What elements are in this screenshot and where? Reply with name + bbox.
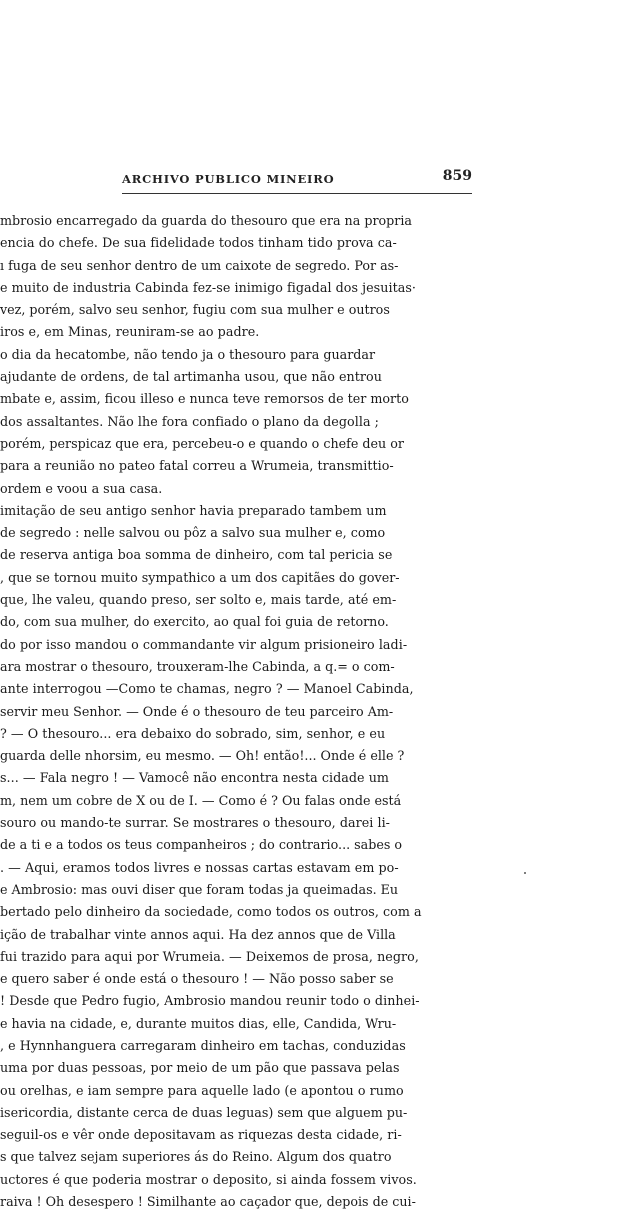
text-line: o dia da hecatombe, não tendo ja o thesouro para guardar xyxy=(0,346,376,362)
text-line: s que talvez sejam superiores ás do Reino. Algum dos quatro xyxy=(0,1149,392,1165)
text-line: uma por duas pessoas, por meio de um pão que passava pelas xyxy=(0,1060,400,1076)
text-line: m, nem um cobre de X ou de I. — Como é ? Ou falas onde está xyxy=(0,792,402,808)
text-line: fui trazido para aqui por Wrumeia. — Deixemos de prosa, negro, xyxy=(0,948,419,964)
text-line: e havia na cidade, e, durante muitos dias, elle, Candida, Wru- xyxy=(0,1015,397,1031)
text-line: de segredo : nelle salvou ou pôz a salvo sua mulher e, como xyxy=(0,525,386,541)
text-line: do por isso mandou o commandante vir algum prisioneiro ladi- xyxy=(0,636,408,652)
text-line: s... — Fala negro ! — Vamocê não encontra nesta cidade um xyxy=(0,770,390,786)
text-line: de a ti e a todos os teus companheiros ; do contrario... sabes o xyxy=(0,837,403,853)
text-line: ? — O thesouro... era debaixo do sobrado, sim, senhor, e eu xyxy=(0,725,386,741)
text-line: ição de trabalhar vinte annos aqui. Ha dez annos que de Villa xyxy=(0,926,396,942)
text-line: para a reunião no pateo fatal correu a Wrumeia, transmittio- xyxy=(0,458,394,474)
text-line: e muito de industria Cabinda fez-se inimigo figadal dos jesuitas· xyxy=(0,279,416,295)
text-line: vez, porém, salvo seu senhor, fugiu com sua mulher e outros xyxy=(0,302,390,318)
text-line: ı fuga de seu senhor dentro de um caixote de segredo. Por as- xyxy=(0,257,399,273)
text-line: ante interrogou —Como te chamas, negro ? — Manoel Cabinda, xyxy=(0,681,414,697)
text-line: e quero saber é onde está o thesouro ! — Não posso saber se xyxy=(0,971,394,987)
text-line: mbate e, assim, ficou illeso e nunca teve remorsos de ter morto xyxy=(0,391,409,407)
text-line: isericordia, distante cerca de duas leguas) sem que alguem pu- xyxy=(0,1104,408,1120)
text-line: que, lhe valeu, quando preso, ser solto e, mais tarde, até em- xyxy=(0,592,397,608)
text-line: . — Aqui, eramos todos livres e nossas cartas estavam em po- xyxy=(0,859,399,875)
text-line: bertado pelo dinheiro da sociedade, como todos os outros, com a xyxy=(0,904,422,920)
text-line: de reserva antiga boa somma de dinheiro, com tal pericia se xyxy=(0,547,393,563)
page-header xyxy=(122,168,472,192)
text-line: imitação de seu antigo senhor havia preparado tambem um xyxy=(0,502,387,518)
text-line: souro ou mando-te surrar. Se mostrares o thesouro, darei li- xyxy=(0,815,391,831)
running-title: ARCHIVO PUBLICO MINEIRO xyxy=(122,172,335,186)
text-line: guarda delle nhorsim, eu mesmo. — Oh! então!... Onde é elle ? xyxy=(0,748,405,764)
text-line: , que se tornou muito sympathico a um dos capitães do gover- xyxy=(0,569,400,585)
text-line: ou orelhas, e iam sempre para aquelle lado (e apontou o rumo xyxy=(0,1082,404,1098)
text-line: seguil-os e vêr onde depositavam as riquezas desta cidade, ri- xyxy=(0,1127,402,1143)
text-line: ara mostrar o thesouro, trouxeram-lhe Cabinda, a q.= o com- xyxy=(0,658,395,674)
text-line: encia do chefe. De sua fidelidade todos tinham tido prova ca- xyxy=(0,235,397,251)
text-line: dos assaltantes. Não lhe fora confiado o plano da degolla ; xyxy=(0,413,379,429)
text-line: mbrosio encarregado da guarda do thesouro que era na propria xyxy=(0,213,412,228)
text-line: e Ambrosio: mas ouvi diser que foram todas ja queimadas. Eu xyxy=(0,881,399,897)
text-line: ! Desde que Pedro fugio, Ambrosio mandou reunir todo o dinhei- xyxy=(0,993,420,1009)
page-number: 859 xyxy=(442,168,472,184)
text-line: , e Hynnhanguera carregaram dinheiro em tachas, conduzidas xyxy=(0,1037,406,1053)
text-line: raiva ! Oh desespero ! Similhante ao caçador que, depois de cui- xyxy=(0,1194,416,1210)
text-line: ajudante de ordens, de tal artimanha usou, que não entrou xyxy=(0,369,382,385)
text-line: do, com sua mulher, do exercito, ao qual foi guia de retorno. xyxy=(0,614,389,630)
text-line: porém, perspicaz que era, percebeu-o e quando o chefe deu or xyxy=(0,435,404,451)
body-text xyxy=(0,210,480,1213)
text-line: iros e, em Minas, reuniram-se ao padre. xyxy=(0,324,260,340)
scan-speck xyxy=(524,872,526,874)
text-line: uctores é que poderia mostrar o deposito, si ainda fossem vivos. xyxy=(0,1171,417,1187)
header-rule xyxy=(122,193,472,194)
text-line: ordem e voou a sua casa. xyxy=(0,480,163,496)
text-line: servir meu Senhor. — Onde é o thesouro de teu parceiro Am- xyxy=(0,703,394,719)
